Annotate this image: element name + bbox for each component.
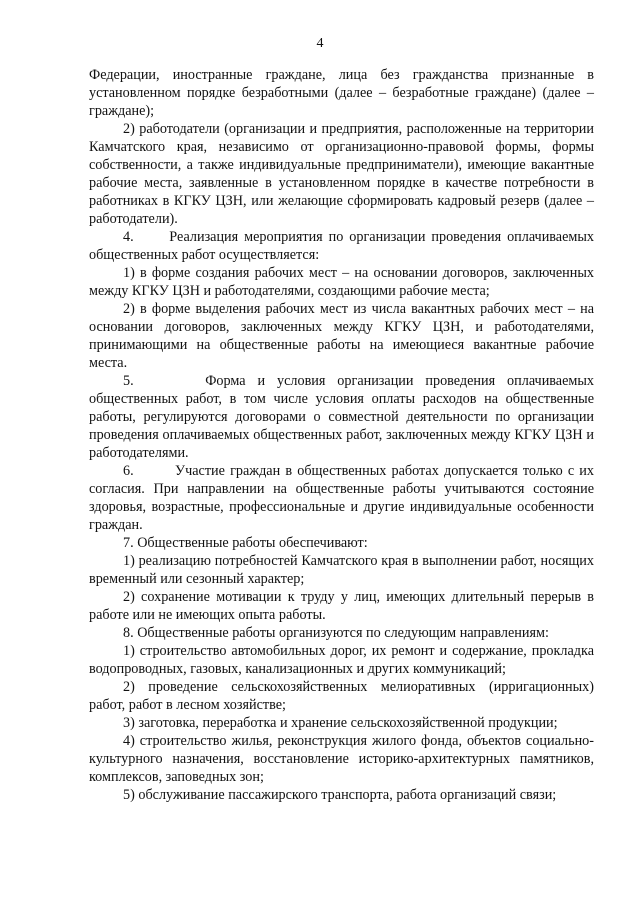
page-number: 4 <box>316 36 324 51</box>
paragraph-section-8-item-5: 5) обслуживание пассажирского транспорта, работа организаций связи; <box>123 787 557 803</box>
paragraph-section-8-item-1: 1) строительство автомобильных дорог, их ремонт и содержание, прокладка водопроводных, газовых, канализационных и других коммуникаций; <box>89 643 594 677</box>
document-body <box>89 66 594 804</box>
paragraph-section-6: 6. Участие граждан в общественных работах допускается только с их согласия. При направлении на общественные работы учитываются состояние здоровья, возрастные, профессиональные и другие индивидуальные особенности граждан. <box>89 463 594 533</box>
paragraph-section-4-item-2: 2) в форме выделения рабочих мест из числа вакантных рабочих мест – на основании договоров, заключенных между КГКУ ЦЗН, и работодателями, принимающими на общественные работы на имеющиеся вакантные рабочие места. <box>89 301 594 371</box>
paragraph-section-5: 5. Форма и условия организации проведения оплачиваемых общественных работ, в том числе условия оплаты расходов на общественные работы, регулируются договорами о совместной деятельности по организации проведения оплачиваемых общественных работ, заключенных между КГКУ ЦЗН и работодателями. <box>89 373 594 461</box>
paragraph-section-8: 8. Общественные работы организуются по следующим направлениям: <box>123 625 549 641</box>
paragraph-section-7-item-1: 1) реализацию потребностей Камчатского края в выполнении работ, носящих временный или сезонный характер; <box>89 553 594 587</box>
paragraph-section-7: 7. Общественные работы обеспечивают: <box>123 535 368 551</box>
paragraph-section-8-item-3: 3) заготовка, переработка и хранение сельскохозяйственной продукции; <box>123 715 558 731</box>
paragraph-section-8-item-4: 4) строительство жилья, реконструкция жилого фонда, объектов социально-культурного назначения, восстановление историко-архитектурных памятников, комплексов, заповедных зон; <box>89 733 594 785</box>
paragraph-section-7-item-2: 2) сохранение мотивации к труду у лиц, имеющих длительный перерыв в работе или не имеющих опыта работы. <box>89 589 594 623</box>
paragraph-employers: 2) работодатели (организации и предприятия, расположенные на территории Камчатского края, независимо от организационно-правовой формы, формы собственности, а также индивидуальные предприниматели), имеющие вакантные рабочие места, заявленные в установленном порядке в качестве потребности в работниках в КГКУ ЦЗН, или желающие сформировать кадровый резерв (далее – работодатели). <box>89 121 594 227</box>
paragraph-section-4: 4. Реализация мероприятия по организации проведения оплачиваемых общественных работ осуществляется: <box>89 229 594 263</box>
paragraph-section-8-item-2: 2) проведение сельскохозяйственных мелиоративных (ирригационных) работ, работ в лесном хозяйстве; <box>89 679 594 713</box>
paragraph-section-4-item-1: 1) в форме создания рабочих мест – на основании договоров, заключенных между КГКУ ЦЗН и работодателями, создающими рабочие места; <box>89 265 594 299</box>
paragraph-continuation: Федерации, иностранные граждане, лица без гражданства признанные в установленном порядке безработными (далее – безработные граждане) (далее – граждане); <box>89 67 594 119</box>
